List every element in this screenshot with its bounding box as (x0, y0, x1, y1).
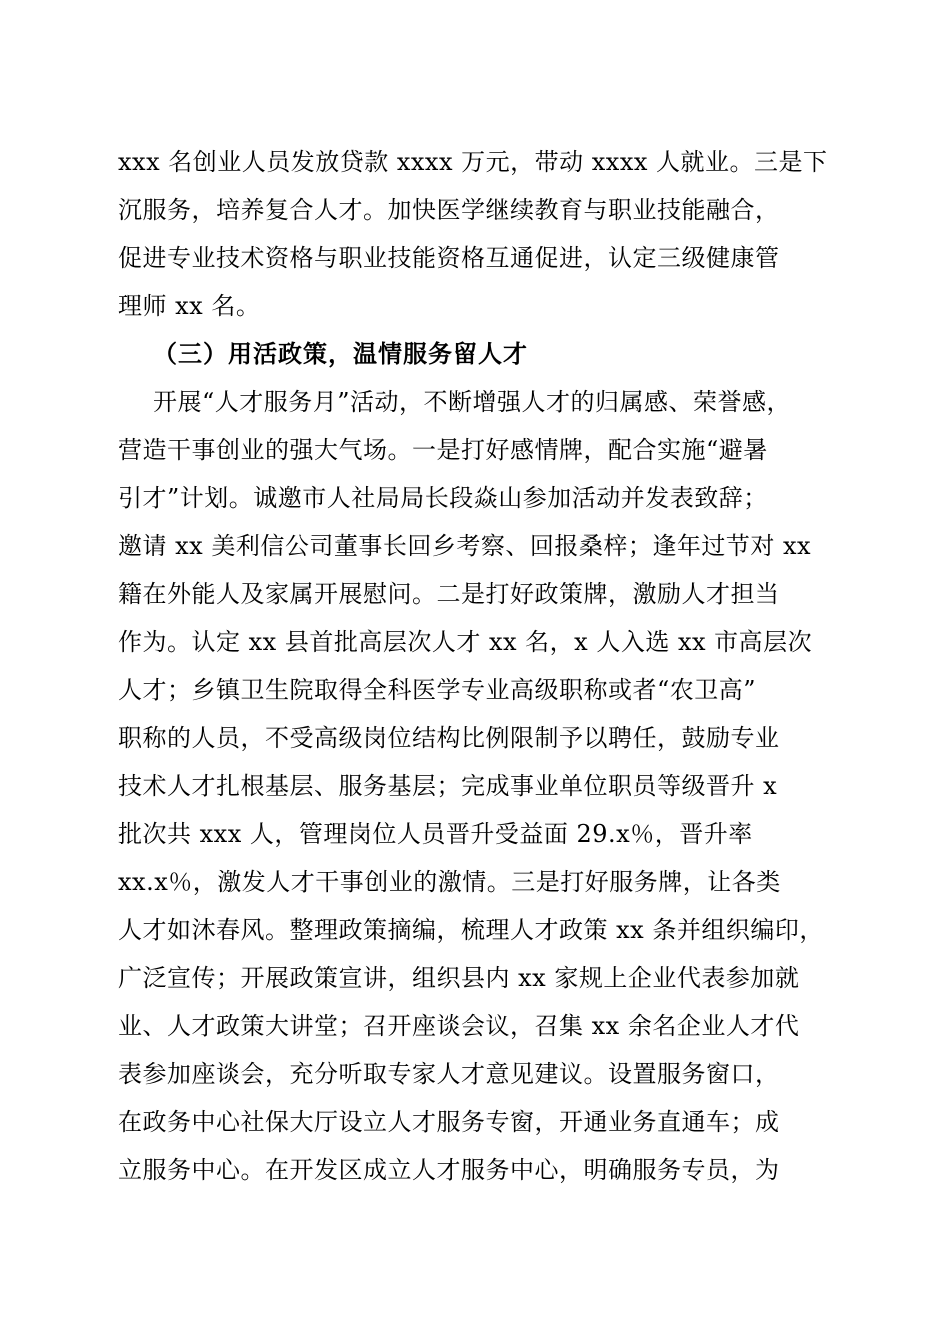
paragraph-2-line-5: 籍在外能人及家属开展慰问。二是打好政策牌，激励人才担当 (118, 580, 780, 608)
paragraph-2-line-1: 开展“人才服务月”活动，不断增强人才的归属感、荣誉感， (153, 388, 792, 416)
paragraph-1-line-4: 理师 xx 名。 (118, 292, 261, 320)
paragraph-2-line-6: 作为。认定 xx 县首批高层次人才 xx 名，x 人入选 xx 市高层次 (118, 628, 813, 656)
paragraph-2-line-16: 在政务中心社保大厅设立人才服务专窗，开通业务直通车；成 (118, 1108, 780, 1136)
paragraph-1-line-1: xxx 名创业人员发放贷款 xxxx 万元，带动 xxxx 人就业。三是下 (118, 148, 828, 176)
paragraph-2-line-2: 营造干事创业的强大气场。一是打好感情牌，配合实施“避暑 (118, 436, 768, 464)
paragraph-2-line-9: 技术人才扎根基层、服务基层；完成事业单位职员等级晋升 x (118, 772, 778, 800)
paragraph-2-line-7: 人才；乡镇卫生院取得全科医学专业高级职称或者“农卫高” (118, 676, 757, 704)
paragraph-2-line-13: 广泛宣传；开展政策宣讲，组织县内 xx 家规上企业代表参加就 (118, 964, 800, 992)
paragraph-2-line-10: 批次共 xxx 人，管理岗位人员晋升受益面 29.x％，晋升率 (118, 820, 753, 848)
paragraph-2-line-3: 引才”计划。诚邀市人社局局长段焱山参加活动并发表致辞； (118, 484, 768, 512)
paragraph-1-line-2: 沉服务，培养复合人才。加快医学继续教育与职业技能融合， (118, 196, 780, 224)
paragraph-2-line-12: 人才如沐春风。整理政策摘编，梳理人才政策 xx 条并组织编印， (118, 916, 824, 944)
paragraph-1-line-3: 促进专业技术资格与职业技能资格互通促进，认定三级健康管 (118, 244, 780, 272)
paragraph-2-line-11: xx.x％，激发人才干事创业的激情。三是打好服务牌，让各类 (118, 868, 781, 896)
paragraph-2-line-8: 职称的人员，不受高级岗位结构比例限制予以聘任，鼓励专业 (118, 724, 780, 752)
paragraph-2-line-15: 表参加座谈会，充分听取专家人才意见建议。设置服务窗口， (118, 1060, 780, 1088)
paragraph-2-line-14: 业、人才政策大讲堂；召开座谈会议，召集 xx 余名企业人才代 (118, 1012, 800, 1040)
paragraph-2-line-17: 立服务中心。在开发区成立人才服务中心，明确服务专员，为 (118, 1156, 780, 1184)
section-heading: （三）用活政策，温情服务留人才 (153, 339, 528, 368)
paragraph-2-line-4: 邀请 xx 美利信公司董事长回乡考察、回报桑梓；逢年过节对 xx (118, 532, 812, 560)
